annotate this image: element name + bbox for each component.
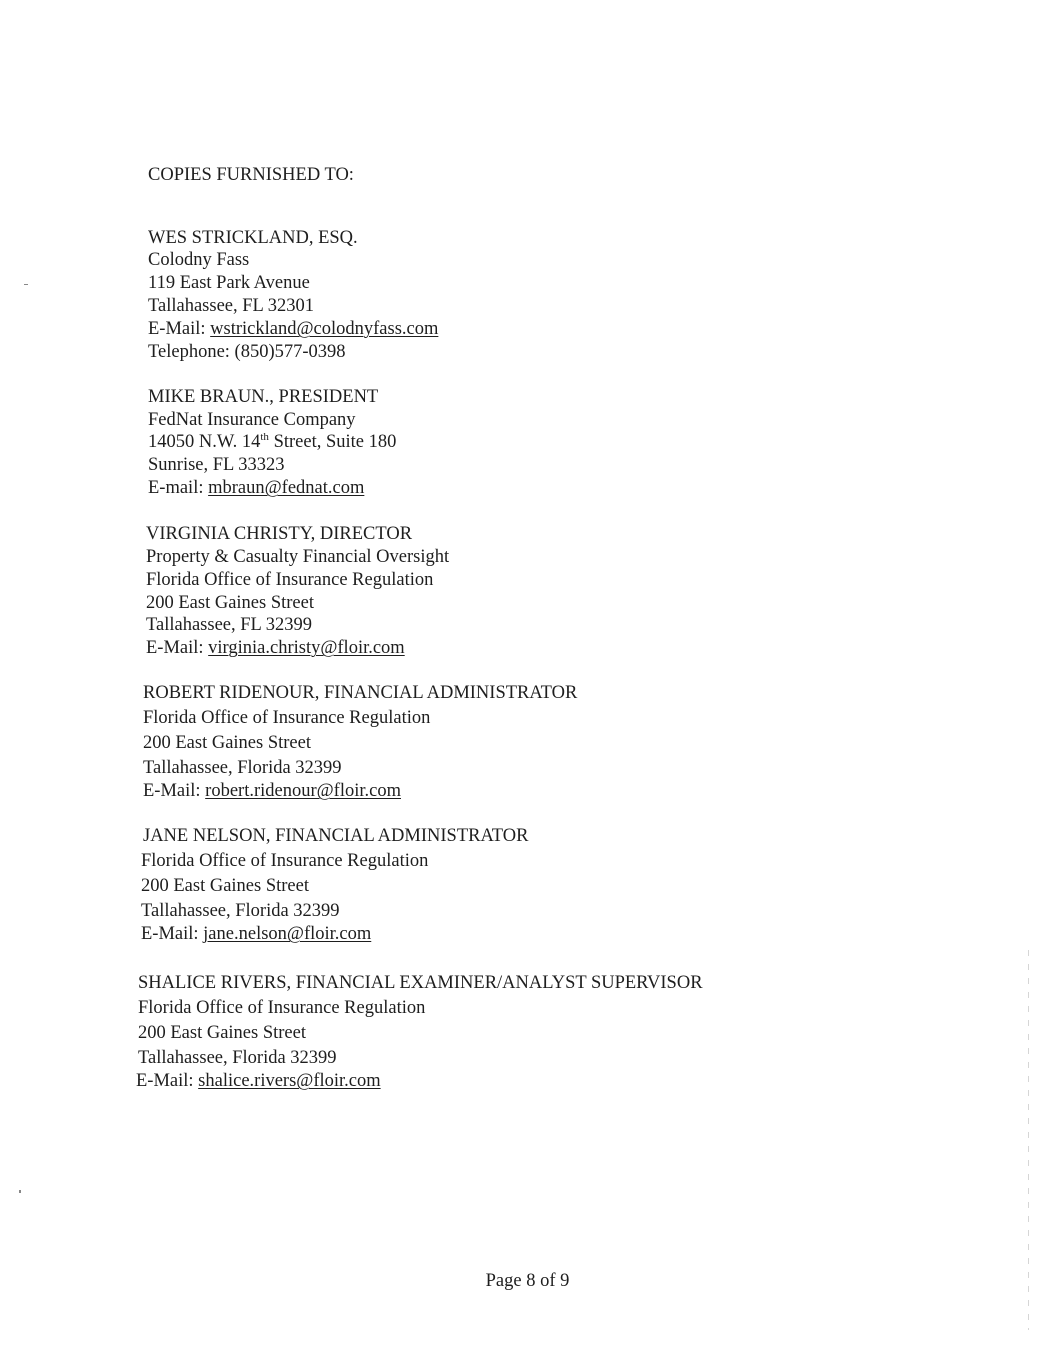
recipient-address: 200 East Gaines Street <box>143 733 311 753</box>
recipient-city: Sunrise, FL 33323 <box>148 455 285 475</box>
recipient-org: Florida Office of Insurance Regulation <box>143 708 431 728</box>
recipient-city: Tallahassee, Florida 32399 <box>138 1048 337 1068</box>
recipient-name: MIKE BRAUN., PRESIDENT <box>148 387 379 407</box>
email-label: E-mail: <box>148 478 204 498</box>
scan-edge-artifact <box>1028 950 1029 1330</box>
recipient-address: 200 East Gaines Street <box>138 1023 306 1043</box>
recipient-address: 119 East Park Avenue <box>148 273 310 293</box>
recipient-name: JANE NELSON, FINANCIAL ADMINISTRATOR <box>143 826 529 846</box>
recipient-phone: Telephone: (850)577-0398 <box>148 342 346 362</box>
recipient-address: 14050 N.W. 14th Street, Suite 180 <box>148 430 397 452</box>
recipient-email-line <box>148 318 438 341</box>
recipient-name: SHALICE RIVERS, FINANCIAL EXAMINER/ANALYST SUPERVISOR <box>138 973 703 993</box>
recipient-name: VIRGINIA CHRISTY, DIRECTOR <box>146 524 413 544</box>
email-label: E-Mail: <box>148 319 206 339</box>
recipient-org: Florida Office of Insurance Regulation <box>146 570 434 590</box>
email-link[interactable]: mbraun@fednat.com <box>208 478 365 498</box>
page-number: Page 8 of 9 <box>485 1271 570 1291</box>
recipient-email-line <box>141 923 371 946</box>
email-link[interactable]: jane.nelson@floir.com <box>203 924 372 944</box>
recipient-email-line <box>148 477 364 500</box>
recipient-org: FedNat Insurance Company <box>148 410 356 430</box>
email-label: E-Mail: <box>136 1071 194 1091</box>
scan-speck <box>24 284 28 285</box>
recipient-city: Tallahassee, Florida 32399 <box>141 901 340 921</box>
recipient-city: Tallahassee, FL 32399 <box>146 615 313 635</box>
recipient-org: Colodny Fass <box>148 250 250 270</box>
recipient-email-line <box>143 780 401 803</box>
recipient-name: ROBERT RIDENOUR, FINANCIAL ADMINISTRATOR <box>143 683 578 703</box>
recipient-name: WES STRICKLAND, ESQ. <box>148 228 358 248</box>
recipient-org: Florida Office of Insurance Regulation <box>141 851 429 871</box>
email-link[interactable]: wstrickland@colodnyfass.com <box>210 319 439 339</box>
copies-heading: COPIES FURNISHED TO: <box>148 165 354 185</box>
recipient-address: 200 East Gaines Street <box>146 593 314 613</box>
email-label: E-Mail: <box>143 781 201 801</box>
email-label: E-Mail: <box>141 924 199 944</box>
recipient-city: Tallahassee, Florida 32399 <box>143 758 342 778</box>
recipient-email-line <box>146 637 405 660</box>
recipient-org: Florida Office of Insurance Regulation <box>138 998 426 1018</box>
recipient-city: Tallahassee, FL 32301 <box>148 296 315 316</box>
email-link[interactable]: virginia.christy@floir.com <box>208 638 405 658</box>
scan-speck <box>19 1190 21 1193</box>
recipient-address: 200 East Gaines Street <box>141 876 309 896</box>
recipient-dept: Property & Casualty Financial Oversight <box>146 547 450 567</box>
email-link[interactable]: shalice.rivers@floir.com <box>198 1071 381 1091</box>
email-link[interactable]: robert.ridenour@floir.com <box>205 781 401 801</box>
email-label: E-Mail: <box>146 638 204 658</box>
recipient-email-line <box>136 1070 381 1093</box>
